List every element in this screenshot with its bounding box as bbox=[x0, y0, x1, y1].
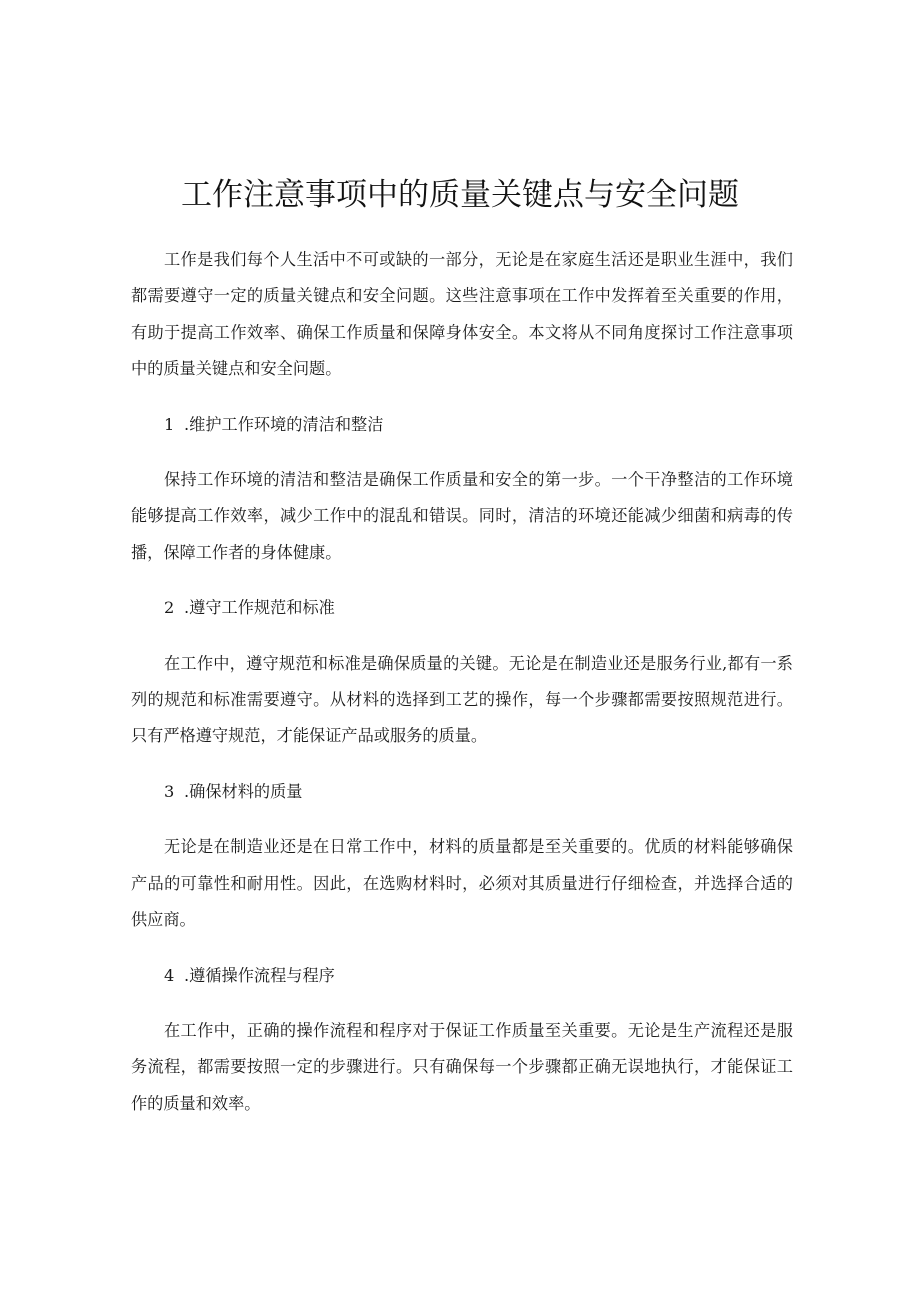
section-heading-text: .遵循操作流程与程序 bbox=[184, 965, 335, 985]
section-body-1: 保持工作环境的清洁和整洁是确保工作质量和安全的第一步。一个干净整洁的工作环境能够提高工作效率，减少工作中的混乱和错误。同时，清洁的环境还能减少细菌和病毒的传播，保障工作者的身体健康。 bbox=[131, 470, 793, 562]
intro-paragraph: 工作是我们每个人生活中不可或缺的一部分，无论是在家庭生活还是职业生涯中，我们都需要遵守一定的质量关键点和安全问题。这些注意事项在工作中发挥着至关重要的作用，有助于提高工作效率、确保工作质量和保障身体安全。本文将从不同角度探讨工作注意事项中的质量关键点和安全问题。 bbox=[131, 250, 793, 379]
section-heading-text: .遵守工作规范和标准 bbox=[184, 598, 335, 618]
section-heading-3 bbox=[131, 774, 793, 810]
section-heading-4 bbox=[131, 958, 793, 994]
spacer bbox=[131, 810, 793, 829]
section-number: 3 bbox=[164, 781, 175, 801]
spacer bbox=[131, 939, 793, 958]
spacer bbox=[131, 994, 793, 1013]
spacer bbox=[131, 571, 793, 590]
section-heading-text: .确保材料的质量 bbox=[184, 781, 303, 801]
spacer bbox=[131, 627, 793, 646]
section-body-2: 在工作中，遵守规范和标准是确保质量的关键。无论是在制造业还是服务行业,都有一系列的规范和标准需要遵守。从材料的选择到工艺的操作，每一个步骤都需要按照规范进行。只有严格遵守规范，才能保证产品或服务的质量。 bbox=[131, 653, 793, 746]
spacer bbox=[131, 388, 793, 407]
section-body-3: 无论是在制造业还是在日常工作中，材料的质量都是至关重要的。优质的材料能够确保产品的可靠性和耐用性。因此，在选购材料时，必须对其质量进行仔细检查，并选择合适的供应商。 bbox=[131, 837, 793, 930]
section-number: 4 bbox=[164, 965, 175, 985]
section-heading-2 bbox=[131, 590, 793, 626]
spacer bbox=[131, 443, 793, 462]
document-title: 工作注意事项中的质量关键点与安全问题 bbox=[181, 177, 739, 213]
section-body-4: 在工作中，正确的操作流程和程序对于保证工作质量至关重要。无论是生产流程还是服务流程，都需要按照一定的步骤进行。只有确保每一个步骤都正确无误地执行，才能保证工作的质量和效率。 bbox=[131, 1020, 793, 1113]
document-body bbox=[131, 242, 793, 1122]
spacer bbox=[131, 755, 793, 774]
section-heading-1 bbox=[131, 407, 793, 443]
section-heading-text: .维护工作环境的清洁和整洁 bbox=[184, 414, 384, 434]
section-number: 2 bbox=[164, 598, 175, 618]
section-number: 1 bbox=[164, 414, 175, 434]
